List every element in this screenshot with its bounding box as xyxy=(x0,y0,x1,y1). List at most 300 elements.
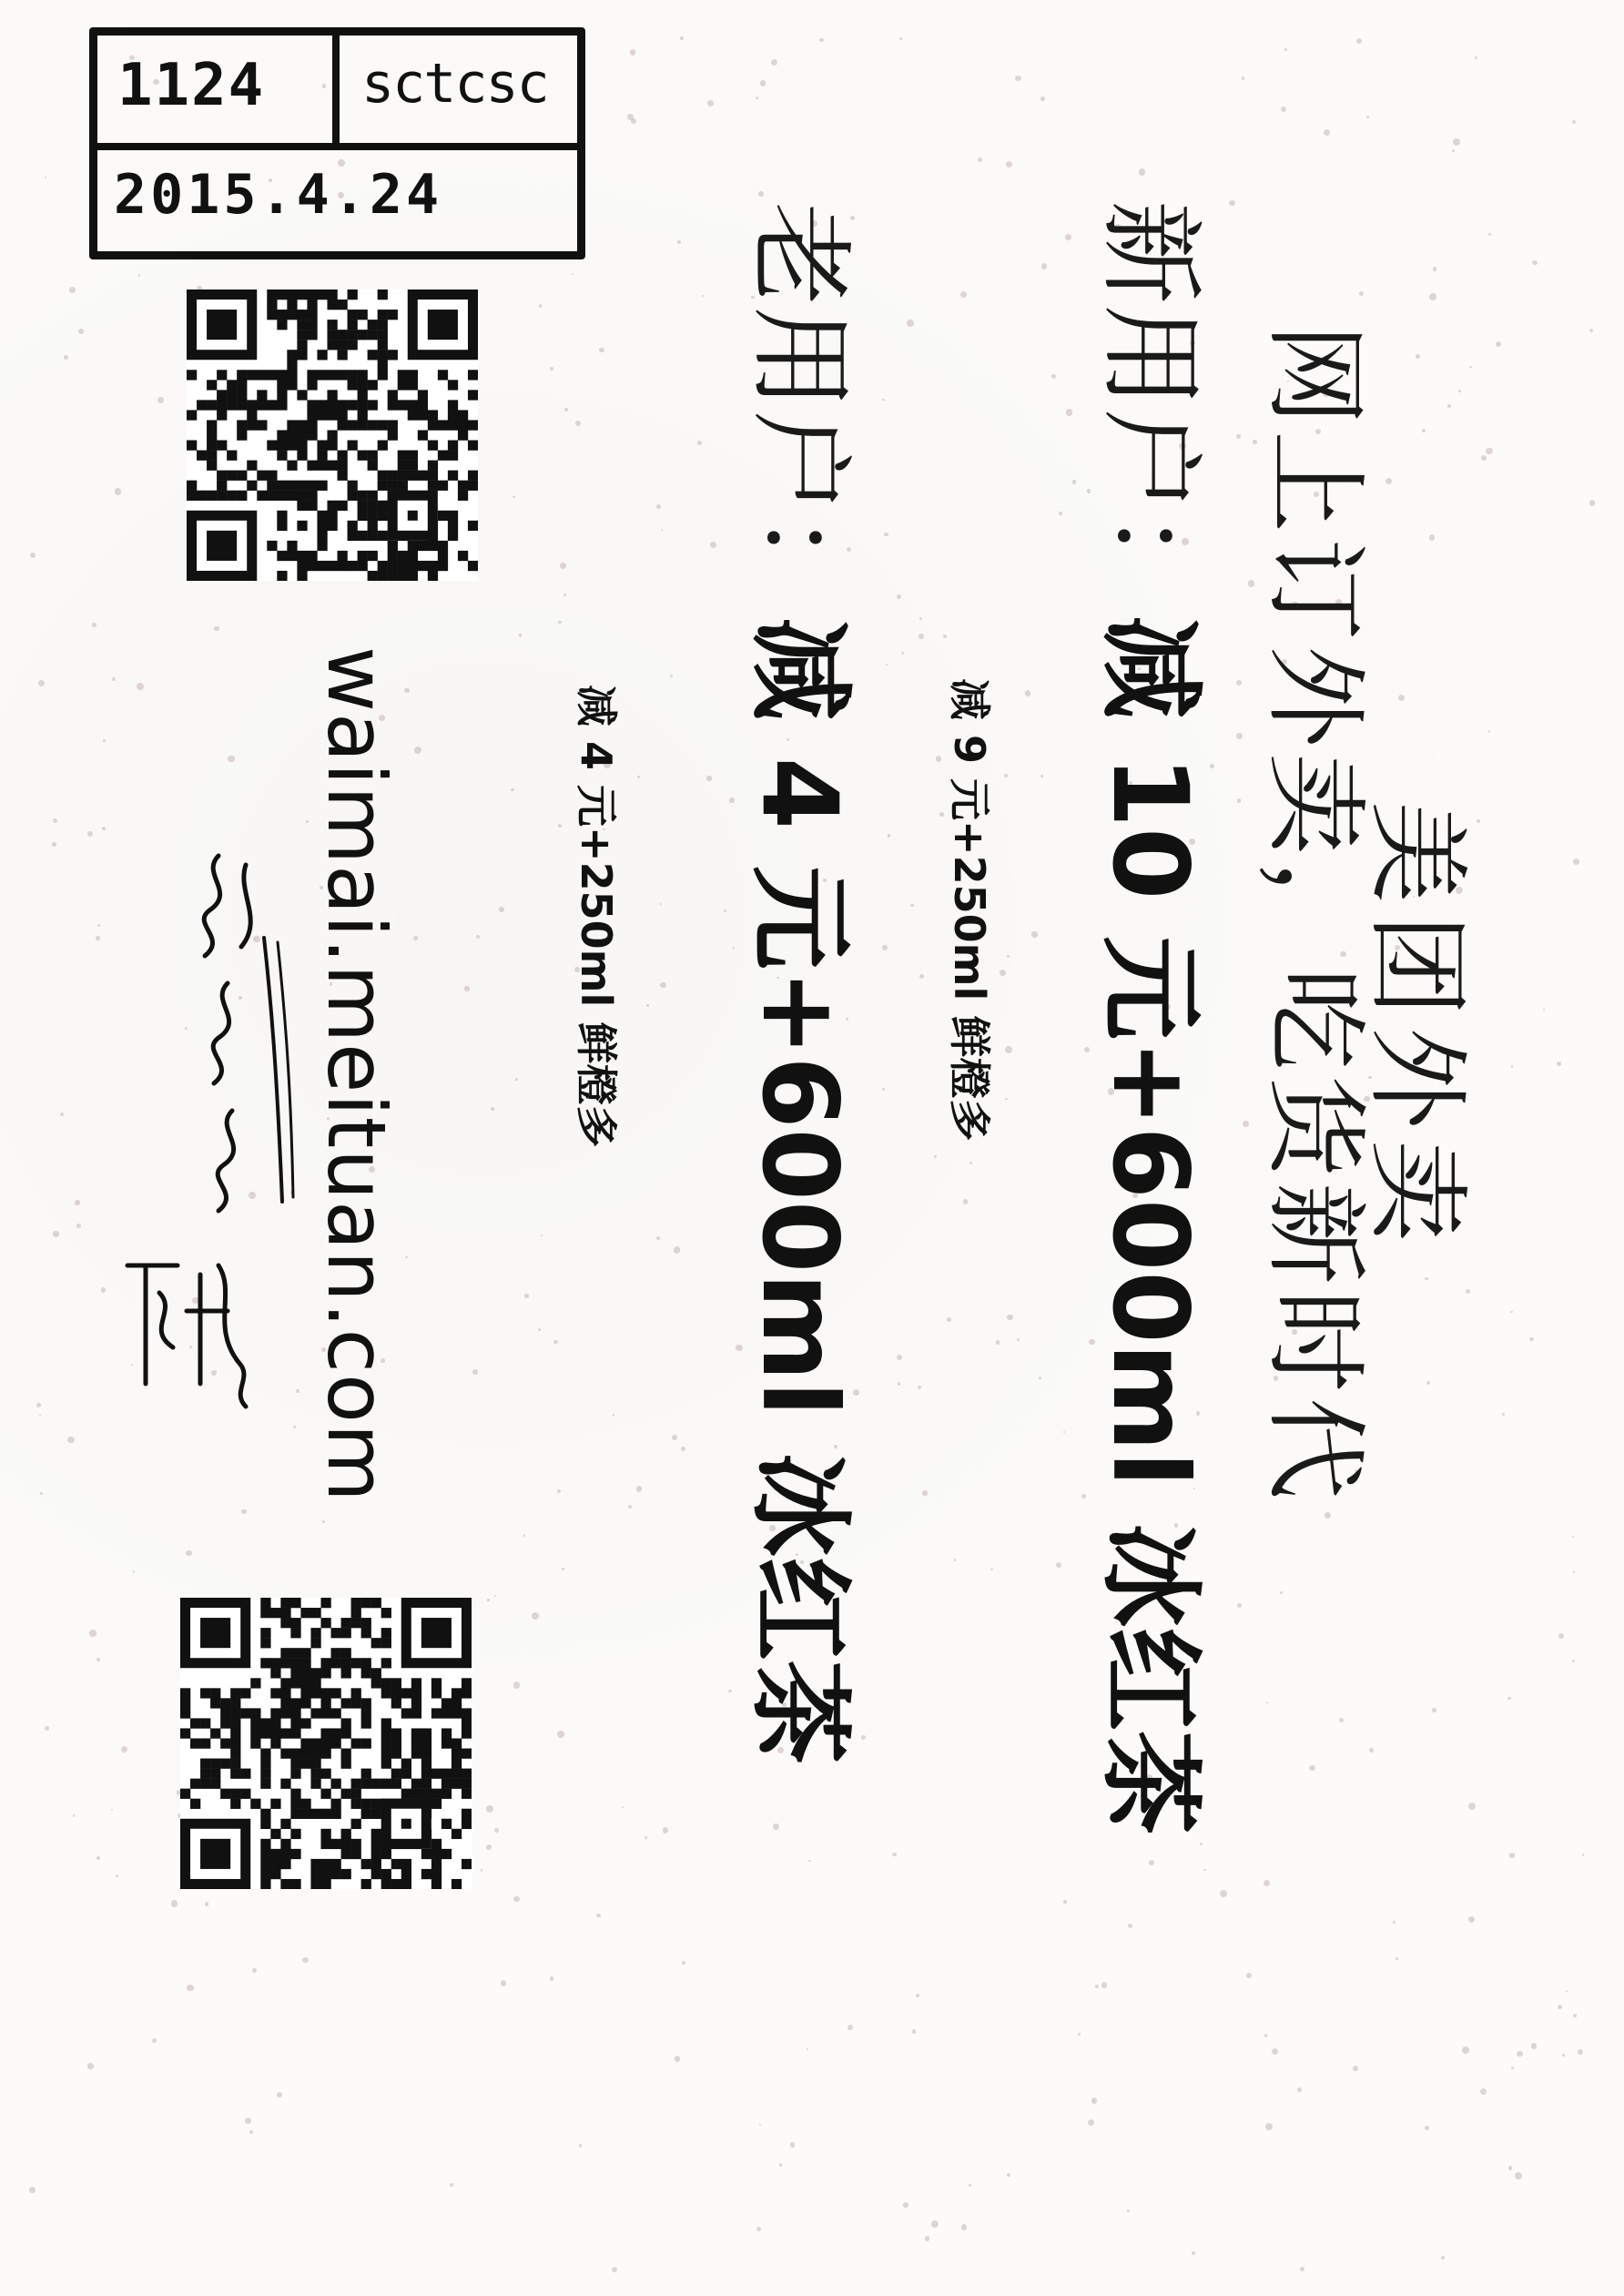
paper-speck xyxy=(1229,200,1235,207)
paper-speck xyxy=(73,1814,75,1816)
paper-speck xyxy=(706,776,711,780)
paper-speck xyxy=(553,1340,558,1345)
paper-speck xyxy=(1015,76,1021,82)
paper-speck xyxy=(1128,1924,1132,1928)
paper-speck xyxy=(1515,2172,1522,2179)
paper-speck xyxy=(38,680,45,686)
paper-speck xyxy=(1477,819,1480,823)
paper-speck xyxy=(1004,774,1008,777)
paper-speck xyxy=(1264,2034,1267,2037)
paper-speck xyxy=(779,2163,783,2167)
paper-speck xyxy=(1441,2256,1445,2260)
paper-speck xyxy=(1426,1381,1430,1385)
paper-speck xyxy=(710,542,717,549)
paper-speck xyxy=(628,1505,632,1509)
paper-speck xyxy=(1468,1916,1475,1923)
paper-speck xyxy=(52,842,56,847)
paper-speck xyxy=(1447,404,1451,408)
paper-speck xyxy=(513,1896,520,1903)
paper-speck xyxy=(1486,448,1492,454)
paper-speck xyxy=(733,947,735,949)
paper-speck xyxy=(1066,409,1072,415)
paper-speck xyxy=(954,1559,956,1560)
paper-speck xyxy=(756,97,758,99)
paper-speck xyxy=(661,529,663,531)
old-user-offer-text: 减 4 元+600ml 冰红茶 xyxy=(739,617,860,1764)
paper-speck xyxy=(934,1155,937,1158)
website-url: waimai.meituan.com xyxy=(310,646,403,1503)
paper-speck xyxy=(1237,1603,1242,1608)
paper-speck xyxy=(936,756,942,762)
paper-speck xyxy=(76,1224,81,1228)
paper-speck xyxy=(729,798,735,803)
paper-speck xyxy=(807,2048,808,2050)
paper-speck xyxy=(187,1985,193,1991)
paper-speck xyxy=(1488,233,1491,236)
paper-speck xyxy=(171,1900,178,1907)
paper-speck xyxy=(790,2142,795,2147)
paper-speck xyxy=(978,157,982,162)
paper-speck xyxy=(1452,149,1455,152)
paper-speck xyxy=(67,1437,75,1444)
paper-speck xyxy=(1284,48,1287,51)
paper-speck xyxy=(414,747,421,754)
paper-speck xyxy=(302,1957,308,1963)
paper-speck xyxy=(29,2187,36,2193)
paper-speck xyxy=(960,291,967,298)
paper-speck xyxy=(996,1340,1000,1345)
paper-speck xyxy=(897,1355,902,1360)
paper-speck xyxy=(912,2029,917,2034)
paper-speck xyxy=(1006,161,1013,168)
paper-speck xyxy=(1041,263,1048,269)
paper-speck xyxy=(943,635,947,638)
paper-speck xyxy=(1466,1289,1470,1294)
paper-speck xyxy=(30,553,36,558)
paper-speck xyxy=(513,1681,520,1688)
paper-speck xyxy=(622,1806,624,1808)
paper-speck xyxy=(672,1435,677,1440)
paper-speck xyxy=(1005,1046,1012,1053)
paper-speck xyxy=(656,504,661,509)
paper-speck xyxy=(572,273,573,275)
paper-speck xyxy=(1496,341,1501,347)
paper-speck xyxy=(907,320,914,327)
paper-speck xyxy=(1236,680,1242,686)
paper-speck xyxy=(541,1234,543,1236)
new-user-label: 新用户： xyxy=(1090,200,1211,616)
paper-speck xyxy=(1149,1860,1154,1865)
paper-speck xyxy=(1007,2173,1010,2177)
paper-speck xyxy=(1475,56,1477,59)
paper-speck xyxy=(137,683,144,690)
paper-speck xyxy=(293,1426,295,1427)
paper-speck xyxy=(1300,2267,1305,2272)
paper-speck xyxy=(1091,2098,1097,2103)
paper-speck xyxy=(524,1294,529,1298)
paper-speck xyxy=(1572,1660,1575,1662)
paper-speck xyxy=(1425,2126,1429,2130)
paper-speck xyxy=(1065,234,1071,239)
paper-speck xyxy=(596,1914,600,1917)
paper-speck xyxy=(538,1328,541,1331)
paper-speck xyxy=(45,1726,49,1731)
paper-speck xyxy=(1325,1512,1332,1519)
paper-speck xyxy=(1532,260,1538,266)
paper-speck xyxy=(1422,429,1426,432)
paper-speck xyxy=(40,1492,43,1495)
paper-speck xyxy=(557,1489,561,1493)
paper-speck xyxy=(1416,354,1420,359)
paper-speck xyxy=(925,2236,929,2240)
paper-speck xyxy=(511,788,514,792)
paper-speck xyxy=(674,1246,681,1254)
paper-speck xyxy=(228,756,234,762)
paper-speck xyxy=(1248,580,1254,586)
paper-speck xyxy=(756,2227,761,2231)
paper-speck xyxy=(919,617,922,620)
paper-speck xyxy=(494,1595,496,1597)
paper-speck xyxy=(322,1520,325,1523)
paper-speck xyxy=(1369,1748,1374,1752)
paper-speck xyxy=(550,367,553,371)
paper-speck xyxy=(252,1968,257,1973)
paper-speck xyxy=(539,304,542,307)
paper-speck xyxy=(1309,1765,1314,1771)
paper-speck xyxy=(963,1199,969,1204)
paper-speck xyxy=(724,909,726,912)
paper-speck xyxy=(918,1386,921,1389)
paper-speck xyxy=(1078,2033,1081,2036)
paper-speck xyxy=(1139,168,1145,175)
paper-speck xyxy=(515,1078,518,1081)
paper-speck xyxy=(1072,480,1076,483)
paper-speck xyxy=(898,1382,900,1385)
paper-speck xyxy=(1220,1890,1227,1897)
paper-speck xyxy=(675,2056,680,2061)
paper-speck xyxy=(646,1004,649,1007)
paper-speck xyxy=(532,1612,539,1620)
paper-speck xyxy=(1236,733,1243,739)
paper-speck xyxy=(919,974,924,979)
paper-speck xyxy=(1398,695,1405,701)
paper-speck xyxy=(1433,267,1437,271)
paper-speck xyxy=(53,1231,59,1237)
paper-speck xyxy=(1242,76,1245,80)
paper-speck xyxy=(627,114,634,120)
paper-speck xyxy=(501,1980,507,1986)
paper-speck xyxy=(1509,1853,1514,1857)
paper-speck xyxy=(1543,1009,1545,1011)
paper-speck xyxy=(1040,775,1042,777)
paper-speck xyxy=(882,1088,885,1091)
paper-speck xyxy=(1272,2048,1278,2055)
paper-speck xyxy=(486,1844,492,1850)
paper-speck xyxy=(96,1856,101,1861)
paper-speck xyxy=(579,2144,583,2148)
paper-speck xyxy=(1589,329,1593,332)
paper-speck xyxy=(922,1490,927,1495)
paper-speck xyxy=(186,1550,192,1557)
paper-speck xyxy=(848,2025,853,2030)
paper-speck xyxy=(931,2220,939,2228)
slogan: 网上订外卖，吃货新时代 xyxy=(1255,323,1374,1505)
paper-speck xyxy=(892,1853,897,1857)
paper-speck xyxy=(660,982,666,989)
paper-speck xyxy=(1246,1973,1252,1978)
paper-speck xyxy=(491,1107,494,1111)
paper-speck xyxy=(1566,1990,1568,1993)
paper-speck xyxy=(1366,116,1369,118)
paper-speck xyxy=(1529,1337,1534,1342)
paper-speck xyxy=(1511,2067,1514,2069)
paper-speck xyxy=(1025,690,1031,696)
paper-speck xyxy=(697,441,702,445)
paper-speck xyxy=(1396,1957,1398,1960)
paper-speck xyxy=(249,2130,253,2134)
paper-speck xyxy=(96,1658,100,1661)
paper-speck xyxy=(1573,2014,1577,2017)
paper-speck xyxy=(87,831,93,837)
paper-speck xyxy=(550,1976,553,1980)
paper-speck xyxy=(92,623,96,627)
paper-speck xyxy=(1237,798,1242,803)
paper-speck xyxy=(115,488,122,495)
paper-speck xyxy=(1573,1570,1576,1573)
paper-speck xyxy=(728,1690,731,1692)
paper-speck xyxy=(702,295,704,297)
paper-speck xyxy=(476,935,480,939)
paper-speck xyxy=(1127,2210,1130,2212)
paper-speck xyxy=(1468,1803,1476,1810)
paper-speck xyxy=(861,1735,866,1740)
paper-speck xyxy=(214,626,218,631)
paper-speck xyxy=(808,1860,811,1863)
paper-speck xyxy=(886,664,888,665)
paper-speck xyxy=(157,397,164,403)
paper-speck xyxy=(660,903,662,905)
handwritten-stamp-box xyxy=(89,27,585,259)
paper-speck xyxy=(1453,138,1459,145)
paper-speck xyxy=(1425,1277,1427,1280)
paper-speck xyxy=(613,1414,614,1416)
paper-speck xyxy=(1264,1880,1270,1886)
paper-speck xyxy=(903,2202,908,2207)
paper-speck xyxy=(306,820,309,823)
paper-speck xyxy=(486,1805,493,1813)
paper-speck xyxy=(1039,1377,1041,1379)
paper-speck xyxy=(205,1902,209,1906)
paper-speck xyxy=(102,827,106,830)
paper-speck xyxy=(681,1447,685,1451)
paper-speck xyxy=(1469,366,1471,368)
paper-speck xyxy=(663,1827,668,1833)
paper-speck xyxy=(558,621,562,625)
paper-speck xyxy=(39,1415,41,1417)
paper-speck xyxy=(1557,1062,1560,1065)
paper-speck xyxy=(1200,1843,1203,1845)
paper-speck xyxy=(1582,1854,1584,1855)
paper-speck xyxy=(1192,2251,1195,2255)
paper-speck xyxy=(1488,730,1491,733)
paper-speck xyxy=(910,904,913,907)
paper-speck xyxy=(1510,1311,1513,1314)
brand-title: 美团外卖 xyxy=(1357,801,1476,1253)
paper-speck xyxy=(1558,2005,1562,2009)
paper-speck xyxy=(1017,1338,1020,1342)
qr-code-bottom-graphic xyxy=(180,1598,472,1889)
paper-speck xyxy=(1339,1718,1344,1722)
paper-speck xyxy=(1511,1065,1513,1067)
paper-speck xyxy=(1063,1431,1065,1433)
paper-speck xyxy=(939,812,944,817)
handwritten-signature xyxy=(91,838,337,1420)
paper-speck xyxy=(152,2038,157,2043)
paper-speck xyxy=(1203,1869,1205,1871)
paper-speck xyxy=(1578,2049,1583,2055)
paper-speck xyxy=(888,834,891,838)
qr-code-top-graphic xyxy=(187,290,478,581)
paper-speck xyxy=(121,1746,127,1752)
paper-speck xyxy=(89,1630,96,1637)
paper-speck xyxy=(103,739,106,742)
paper-speck xyxy=(645,1836,647,1839)
paper-speck xyxy=(969,1162,972,1164)
paper-speck xyxy=(1562,2054,1565,2057)
paper-speck xyxy=(1481,455,1487,461)
paper-speck xyxy=(1265,2123,1273,2130)
paper-speck xyxy=(1353,2066,1358,2071)
old-user-label: 老用户： xyxy=(739,202,860,618)
paper-speck xyxy=(1359,291,1364,296)
paper-speck xyxy=(1385,478,1393,485)
paper-speck xyxy=(1031,931,1037,937)
paper-speck xyxy=(404,688,409,693)
paper-speck xyxy=(1573,858,1579,865)
paper-speck xyxy=(990,1569,993,1571)
paper-speck xyxy=(1281,107,1286,112)
paper-speck xyxy=(563,594,566,596)
paper-speck xyxy=(1056,1562,1061,1568)
paper-speck xyxy=(682,1961,685,1965)
paper-speck xyxy=(1531,2043,1537,2048)
paper-speck xyxy=(523,1534,525,1536)
paper-speck xyxy=(961,2224,968,2230)
paper-speck xyxy=(75,1200,79,1204)
paper-speck xyxy=(112,677,116,681)
paper-speck xyxy=(1458,390,1461,392)
paper-speck xyxy=(36,1403,41,1407)
paper-speck xyxy=(487,1599,490,1601)
paper-speck xyxy=(916,1994,919,1997)
paper-speck xyxy=(882,945,888,950)
paper-speck xyxy=(138,274,141,277)
paper-speck xyxy=(1051,374,1056,379)
paper-speck xyxy=(116,1874,119,1878)
paper-speck xyxy=(499,907,504,912)
paper-speck xyxy=(1063,1900,1066,1903)
paper-speck xyxy=(1297,2088,1302,2092)
paper-speck xyxy=(1101,1982,1108,1988)
paper-speck xyxy=(560,563,566,569)
paper-speck xyxy=(901,652,904,655)
old-user-offer xyxy=(739,202,860,1764)
paper-speck xyxy=(1480,2088,1487,2095)
paper-speck xyxy=(450,2183,453,2187)
paper-speck xyxy=(1432,1708,1436,1712)
paper-speck xyxy=(1059,512,1061,514)
paper-speck xyxy=(612,2267,617,2272)
paper-speck xyxy=(1589,500,1595,505)
paper-speck xyxy=(1572,1536,1574,1538)
paper-speck xyxy=(819,38,823,42)
paper-speck xyxy=(1572,120,1576,124)
paper-speck xyxy=(69,287,76,293)
paper-speck xyxy=(111,1809,113,1811)
paper-speck xyxy=(707,100,714,107)
paper-speck xyxy=(1429,293,1436,300)
paper-speck xyxy=(636,1486,643,1492)
paper-speck xyxy=(899,37,902,40)
paper-speck xyxy=(680,36,684,40)
paper-speck xyxy=(245,2118,251,2124)
stamp-id: 1124 xyxy=(117,52,266,119)
paper-speck xyxy=(277,2092,282,2098)
paper-speck xyxy=(1517,2051,1523,2057)
paper-speck xyxy=(1243,1121,1249,1127)
paper-speck xyxy=(1081,1494,1086,1498)
stamp-divider-vertical xyxy=(332,36,340,147)
paper-speck xyxy=(758,191,763,196)
paper-speck xyxy=(557,1731,564,1738)
paper-speck xyxy=(882,399,884,401)
paper-speck xyxy=(1005,1098,1008,1101)
paper-speck xyxy=(630,49,635,55)
paper-speck xyxy=(670,675,673,677)
paper-speck xyxy=(405,1256,408,1259)
paper-speck xyxy=(87,2063,94,2069)
paper-speck xyxy=(413,936,418,940)
paper-speck xyxy=(45,177,46,178)
paper-speck xyxy=(1007,1315,1013,1321)
paper-speck xyxy=(599,348,604,352)
paper-speck xyxy=(884,533,888,537)
paper-speck xyxy=(513,496,515,499)
new-user-sub-offer: 减 9 元+250ml 鲜橙多 xyxy=(945,678,994,1142)
paper-speck xyxy=(60,1112,64,1116)
paper-speck xyxy=(1356,38,1362,44)
paper-speck xyxy=(759,2124,761,2126)
paper-speck xyxy=(519,634,522,636)
new-user-offer xyxy=(1090,200,1211,1835)
paper-speck xyxy=(1324,129,1330,136)
stamp-code: sctcsc xyxy=(361,52,548,116)
paper-speck xyxy=(1040,97,1045,101)
paper-speck xyxy=(656,1236,660,1240)
paper-speck xyxy=(558,824,563,828)
paper-speck xyxy=(969,2184,971,2187)
paper-speck xyxy=(760,80,766,86)
paper-speck xyxy=(494,1828,499,1833)
paper-speck xyxy=(1236,434,1241,439)
paper-speck xyxy=(464,986,470,991)
paper-speck xyxy=(897,594,901,599)
paper-speck xyxy=(472,1369,478,1375)
paper-speck xyxy=(481,1869,483,1872)
paper-speck xyxy=(773,1824,779,1830)
paper-speck xyxy=(1095,1985,1099,1988)
paper-speck xyxy=(1462,2047,1469,2054)
